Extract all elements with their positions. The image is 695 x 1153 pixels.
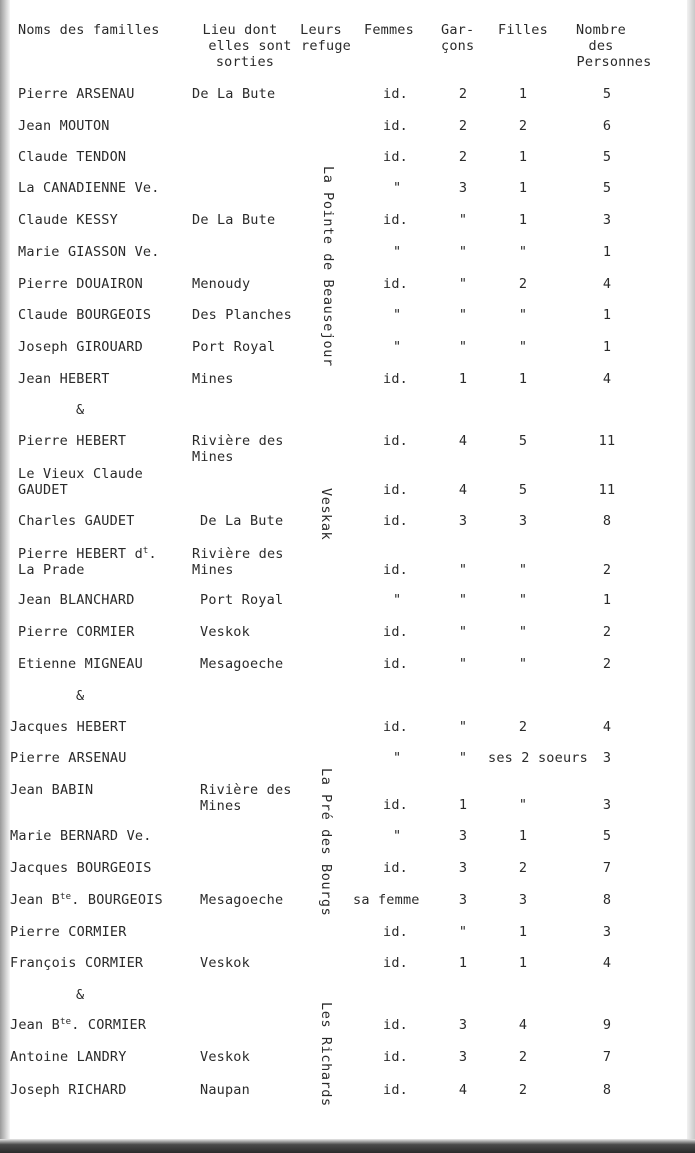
femmes-value: "	[393, 180, 402, 196]
nombre-value: 3	[602, 924, 612, 940]
femmes-value: id.	[383, 212, 408, 228]
filles-value: 2	[518, 276, 528, 292]
femmes-value: id.	[383, 1049, 408, 1065]
nombre-value: 5	[602, 828, 612, 844]
nombre-value: 4	[602, 719, 612, 735]
family-name	[10, 892, 163, 908]
garcons-value: 1	[458, 797, 468, 813]
family-name: Pierre DOUAIRON	[18, 276, 143, 292]
filles-value: 1	[518, 86, 528, 102]
nombre-value: 7	[602, 860, 612, 876]
garcons-value: 1	[458, 371, 468, 387]
filles-value: 2	[518, 1082, 528, 1098]
nombre-value: 4	[602, 371, 612, 387]
origin-place: De La Bute	[192, 86, 276, 102]
filles-value: "	[518, 797, 528, 813]
family-name: Pierre ARSENAU	[10, 750, 127, 766]
nombre-value: 5	[602, 86, 612, 102]
family-name: Claude TENDON	[18, 149, 127, 165]
garcons-value: 1	[458, 955, 468, 971]
filles-value: 1	[518, 924, 528, 940]
garcons-value: 3	[458, 1017, 468, 1033]
family-name: Jacques BOURGEOIS	[10, 860, 152, 876]
femmes-value: id.	[383, 482, 408, 498]
garcons-value: 4	[458, 433, 468, 449]
garcons-value: 4	[458, 482, 468, 498]
nombre-value: 8	[602, 892, 612, 908]
filles-value: 1	[518, 212, 528, 228]
family-name: Jean MOUTON	[18, 118, 110, 134]
femmes-value: "	[393, 307, 402, 323]
nombre-value: 7	[602, 1049, 612, 1065]
filles-value: 1	[518, 828, 528, 844]
header-lieu-line3: sorties	[215, 54, 275, 70]
nombre-value: 3	[602, 797, 612, 813]
garcons-value: 2	[458, 118, 468, 134]
garcons-value: "	[458, 719, 468, 735]
nombre-value: 3	[602, 750, 612, 766]
origin-place: Port Royal	[200, 592, 284, 608]
family-name-superscript: te	[59, 1017, 72, 1027]
nombre-value: 2	[602, 624, 612, 640]
origin-place-line2: Mines	[200, 798, 242, 814]
family-name: Pierre CORMIER	[18, 624, 135, 640]
header-femmes: Femmes	[364, 22, 414, 38]
filles-value: 2	[518, 719, 528, 735]
garcons-value: "	[458, 656, 468, 672]
origin-place: Mesagoeche	[200, 892, 284, 908]
family-name-part: .	[148, 546, 157, 562]
family-name: Marie GIASSON Ve.	[18, 244, 160, 260]
ampersand: &	[76, 987, 85, 1003]
garcons-value: 3	[458, 892, 468, 908]
garcons-value: 3	[458, 828, 468, 844]
origin-place-line2: Mines	[192, 449, 234, 465]
origin-place: De La Bute	[192, 212, 276, 228]
family-name: Claude KESSY	[18, 212, 118, 228]
femmes-value: "	[393, 339, 402, 355]
refuge-label: La Pré des Bourgs	[318, 768, 334, 917]
femmes-value: id.	[383, 797, 408, 813]
femmes-value: "	[393, 592, 402, 608]
origin-place: Veskok	[200, 1049, 250, 1065]
family-name: Jean BLANCHARD	[18, 592, 135, 608]
family-name: Le Vieux Claude	[18, 466, 143, 482]
femmes-value: id.	[383, 1082, 408, 1098]
nombre-value: 8	[602, 513, 612, 529]
origin-place: Veskok	[200, 955, 250, 971]
family-name-superscript: te	[59, 892, 72, 902]
family-name-part: Jean B	[10, 892, 60, 908]
origin-place: Port Royal	[192, 339, 276, 355]
family-name: Jacques HEBERT	[10, 719, 127, 735]
family-name: Pierre HEBERT	[18, 433, 127, 449]
femmes-value: "	[393, 828, 402, 844]
filles-note: ses 2 soeurs	[488, 750, 588, 766]
garcons-value: "	[458, 624, 468, 640]
header-garcons-line1: Gar-	[441, 22, 475, 38]
femmes-value: id.	[383, 955, 408, 971]
femmes-value: id.	[383, 433, 408, 449]
garcons-value: "	[458, 244, 468, 260]
garcons-value: "	[458, 307, 468, 323]
filles-value: 1	[518, 149, 528, 165]
femmes-value: id.	[383, 624, 408, 640]
nombre-value: 4	[602, 955, 612, 971]
origin-place: Des Planches	[192, 307, 292, 323]
header-filles: Filles	[498, 22, 548, 38]
origin-place: Veskok	[200, 624, 250, 640]
garcons-value: "	[458, 276, 468, 292]
family-name: Etienne MIGNEAU	[18, 656, 143, 672]
garcons-value: "	[458, 212, 468, 228]
filles-value: 1	[518, 955, 528, 971]
refuge-label: Les Richards	[318, 1002, 334, 1107]
family-name-part: . CORMIER	[71, 1017, 147, 1033]
nombre-value: 11	[598, 482, 616, 498]
filles-value: 2	[518, 1049, 528, 1065]
femmes-value: id.	[383, 276, 408, 292]
femmes-value: "	[393, 750, 402, 766]
nombre-value: 1	[602, 339, 612, 355]
nombre-value: 8	[602, 1082, 612, 1098]
family-name-part: . BOURGEOIS	[71, 892, 163, 908]
origin-place: Menoudy	[192, 276, 251, 292]
filles-value: "	[518, 339, 528, 355]
family-name: Pierre CORMIER	[10, 924, 127, 940]
family-name: François CORMIER	[10, 955, 144, 971]
filles-value: 5	[518, 482, 528, 498]
ampersand: &	[76, 402, 85, 418]
header-refuge-line1: Leurs	[300, 22, 342, 38]
origin-place: Mines	[192, 371, 234, 387]
femmes-value: id.	[383, 371, 408, 387]
nombre-value: 1	[602, 244, 612, 260]
garcons-value: "	[458, 562, 468, 578]
filles-value: 1	[518, 180, 528, 196]
filles-value: 2	[518, 860, 528, 876]
garcons-value: 4	[458, 1082, 468, 1098]
garcons-value: "	[458, 750, 468, 766]
nombre-value: 1	[602, 307, 612, 323]
femmes-value: id.	[383, 860, 408, 876]
ampersand: &	[76, 688, 85, 704]
filles-value: 3	[518, 513, 528, 529]
family-name-part: Pierre HEBERT d	[18, 546, 143, 562]
filles-value: 1	[518, 371, 528, 387]
origin-place: Naupan	[200, 1082, 250, 1098]
header-lieu-line2: elles sont	[208, 38, 292, 54]
header-noms: Noms des familles	[18, 22, 160, 38]
family-name	[18, 546, 157, 562]
femmes-value: id.	[383, 924, 408, 940]
femmes-value: id.	[383, 719, 408, 735]
femmes-value: id.	[383, 513, 408, 529]
nombre-value: 6	[602, 118, 612, 134]
refuge-label: La Pointe de Beausejour	[320, 166, 336, 367]
femmes-value: id.	[383, 86, 408, 102]
origin-place: Rivière des	[200, 782, 292, 798]
nombre-value: 2	[602, 656, 612, 672]
family-name: La CANADIENNE Ve.	[18, 180, 160, 196]
garcons-value: 3	[458, 860, 468, 876]
origin-place: Rivière des	[192, 433, 284, 449]
filles-value: 4	[518, 1017, 528, 1033]
family-name	[10, 1017, 146, 1033]
nombre-value: 1	[602, 592, 612, 608]
femmes-value: id.	[383, 118, 408, 134]
filles-value: "	[518, 307, 528, 323]
family-name-superscript: t	[142, 546, 149, 556]
refuge-label: Veskak	[318, 488, 334, 541]
filles-value: "	[518, 592, 528, 608]
nombre-value: 9	[602, 1017, 612, 1033]
family-name: Jean BABIN	[10, 782, 94, 798]
family-name: Antoine LANDRY	[10, 1049, 127, 1065]
nombre-value: 4	[602, 276, 612, 292]
garcons-value: 3	[458, 1049, 468, 1065]
family-name: Marie BERNARD Ve.	[10, 828, 152, 844]
header-nombre-line2: des	[588, 38, 614, 54]
header-garcons-line2: çons	[441, 38, 475, 54]
filles-value: 3	[518, 892, 528, 908]
filles-value: 2	[518, 118, 528, 134]
garcons-value: "	[458, 924, 468, 940]
femmes-value: id.	[383, 1017, 408, 1033]
filles-value: 5	[518, 433, 528, 449]
family-name: Claude BOURGEOIS	[18, 307, 152, 323]
nombre-value: 2	[602, 562, 612, 578]
femmes-value: id.	[383, 562, 408, 578]
filles-value: "	[518, 624, 528, 640]
family-name-line2: GAUDET	[18, 482, 68, 498]
nombre-value: 11	[598, 433, 616, 449]
nombre-value: 3	[602, 212, 612, 228]
page-edge	[687, 0, 695, 1153]
origin-place-line2: Mines	[192, 562, 234, 578]
femmes-value: id.	[383, 149, 408, 165]
garcons-value: 2	[458, 86, 468, 102]
femmes-value: "	[393, 244, 402, 260]
scan-bottom-edge	[0, 1139, 695, 1153]
header-lieu-line1: Lieu dont	[202, 22, 278, 38]
header-nombre-line1: Nombre	[576, 22, 626, 38]
garcons-value: 2	[458, 149, 468, 165]
origin-place: De La Bute	[200, 513, 284, 529]
garcons-value: "	[458, 592, 468, 608]
filles-value: "	[518, 562, 528, 578]
family-name: Joseph GIROUARD	[18, 339, 143, 355]
femmes-value: sa femme	[353, 892, 420, 908]
family-name-line2: La Prade	[18, 562, 85, 578]
filles-value: "	[518, 244, 528, 260]
family-name: Pierre ARSENAU	[18, 86, 135, 102]
family-name: Joseph RICHARD	[10, 1082, 127, 1098]
filles-value: "	[518, 656, 528, 672]
garcons-value: 3	[458, 180, 468, 196]
garcons-value: 3	[458, 513, 468, 529]
family-name: Charles GAUDET	[18, 513, 135, 529]
header-refuge-line2: refuge	[301, 38, 351, 54]
family-name: Jean HEBERT	[18, 371, 110, 387]
scan-gutter	[0, 0, 10, 1153]
origin-place: Mesagoeche	[200, 656, 284, 672]
garcons-value: "	[458, 339, 468, 355]
family-name-part: Jean B	[10, 1017, 60, 1033]
header-nombre-line3: Personnes	[576, 54, 652, 70]
nombre-value: 5	[602, 149, 612, 165]
femmes-value: id.	[383, 656, 408, 672]
origin-place: Rivière des	[192, 546, 284, 562]
nombre-value: 5	[602, 180, 612, 196]
